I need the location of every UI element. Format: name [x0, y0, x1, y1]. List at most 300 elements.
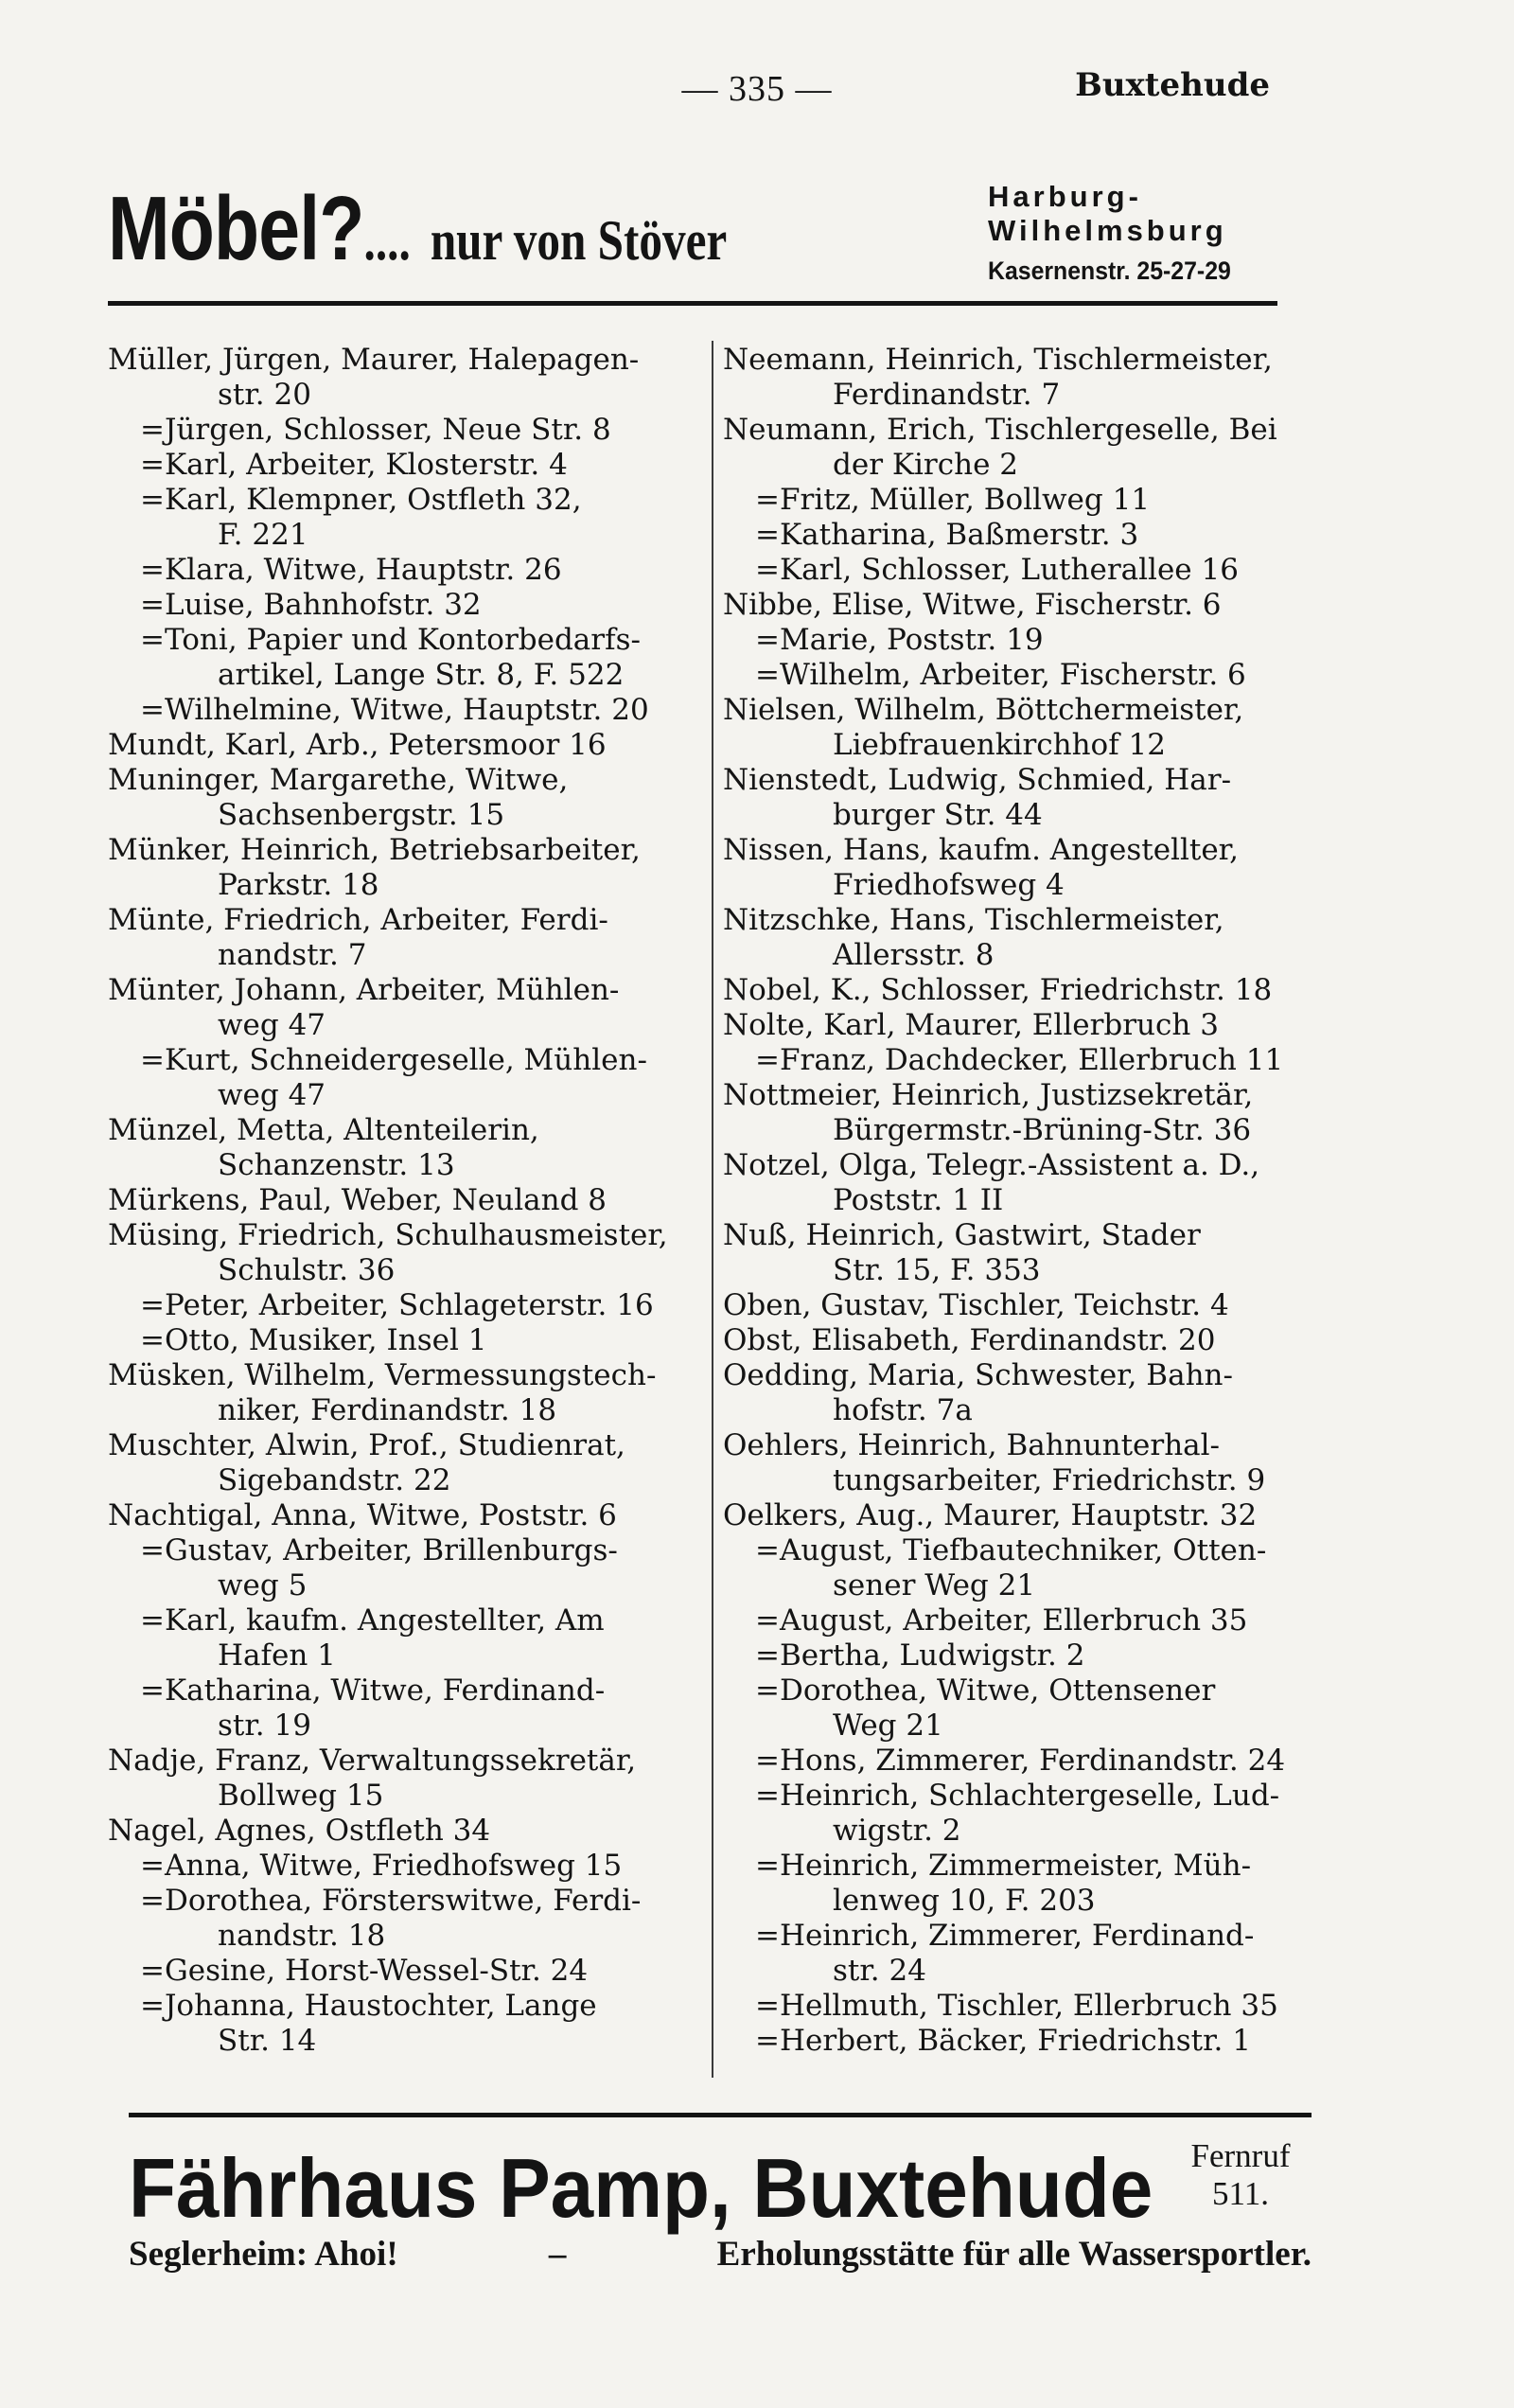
entry-text: Heinrich, Zimmermeister, Müh- — [780, 1849, 1252, 1883]
entry-text: Nienstedt, Ludwig, Schmied, Har- — [723, 763, 1232, 797]
ditto-mark: = — [755, 1603, 780, 1638]
footer-ad-phone — [1170, 2137, 1312, 2213]
directory-entry — [723, 1358, 1306, 1428]
directory-entry — [723, 1919, 1306, 1989]
directory-entry — [108, 588, 710, 623]
directory-entry — [108, 1358, 710, 1428]
entry-text: lenweg 10, F. 203 — [833, 1884, 1096, 1918]
entry-text: Dorothea, Witwe, Ottensener — [780, 1673, 1216, 1708]
entry-line — [723, 1008, 1306, 1043]
directory-entry — [723, 623, 1306, 658]
entry-text: Peter, Arbeiter, Schlageterstr. 16 — [165, 1288, 654, 1322]
entry-text: tungsarbeiter, Friedrichstr. 9 — [833, 1463, 1266, 1497]
ad-headline-dots: .... — [363, 209, 411, 272]
directory-entry — [108, 448, 710, 483]
entry-text: sener Weg 21 — [833, 1568, 1036, 1602]
entry-continuation-line — [108, 1779, 710, 1814]
entry-line — [723, 1428, 1306, 1463]
directory-entry — [108, 1043, 710, 1113]
entry-text: Wilhelm, Arbeiter, Fischerstr. 6 — [780, 658, 1246, 692]
entry-line — [723, 833, 1306, 868]
directory-entry — [723, 973, 1306, 1008]
directory-entry — [723, 553, 1306, 588]
entry-text: weg 47 — [218, 1078, 326, 1112]
entry-text: Bertha, Ludwigstr. 2 — [780, 1638, 1085, 1673]
entry-text: Nagel, Agnes, Ostfleth 34 — [108, 1814, 491, 1848]
entry-line — [723, 483, 1306, 518]
entry-continuation-line — [723, 1884, 1306, 1919]
entry-text: Nibbe, Elise, Witwe, Fischerstr. 6 — [723, 588, 1222, 622]
footer-ad-tagline-dash: – — [548, 2235, 567, 2274]
directory-entry — [723, 1078, 1306, 1148]
entry-line — [723, 588, 1306, 623]
entry-line — [108, 1603, 710, 1638]
ditto-mark: = — [755, 1043, 780, 1077]
directory-entry — [108, 1849, 710, 1884]
entry-text: Münte, Friedrich, Arbeiter, Ferdi- — [108, 903, 608, 937]
entry-continuation-line — [723, 868, 1306, 903]
entry-continuation-line — [108, 1393, 710, 1428]
footer-ad-phone-label: Fernruf — [1190, 2137, 1291, 2174]
directory-entry — [108, 1288, 710, 1323]
entry-continuation-line — [108, 1568, 710, 1603]
ditto-mark: = — [140, 1288, 165, 1322]
entry-text: Nachtigal, Anna, Witwe, Poststr. 6 — [108, 1498, 617, 1532]
entry-text: Nobel, K., Schlosser, Friedrichstr. 18 — [723, 973, 1273, 1007]
entry-text: Hellmuth, Tischler, Ellerbruch 35 — [780, 1989, 1278, 2023]
ditto-mark: = — [755, 1744, 780, 1778]
directory-entry — [108, 1533, 710, 1603]
entry-text: Münter, Johann, Arbeiter, Mühlen- — [108, 973, 620, 1007]
entry-line — [723, 1603, 1306, 1638]
entry-text: Hafen 1 — [218, 1638, 336, 1673]
entry-text: Karl, Schlosser, Lutherallee 16 — [780, 553, 1239, 587]
entry-line — [723, 2024, 1306, 2059]
entry-continuation-line — [723, 1568, 1306, 1603]
directory-entry — [723, 763, 1306, 833]
entry-text: weg 47 — [218, 1008, 326, 1042]
entry-text: hofstr. 7a — [833, 1393, 973, 1427]
entry-line — [108, 553, 710, 588]
ditto-mark: = — [755, 1533, 780, 1567]
directory-entry — [723, 518, 1306, 553]
entry-line — [723, 1779, 1306, 1814]
entry-line — [108, 588, 710, 623]
directory-entry — [723, 2024, 1306, 2059]
ditto-mark: = — [755, 1849, 780, 1883]
entry-line — [723, 903, 1306, 938]
directory-entry — [723, 1744, 1306, 1779]
entry-text: Schanzenstr. 13 — [218, 1148, 455, 1182]
directory-entry — [108, 1603, 710, 1673]
footer-ad-phone-number: 511. — [1212, 2175, 1269, 2212]
entry-line — [723, 1989, 1306, 2024]
directory-entry — [108, 1218, 710, 1288]
entry-text: Münker, Heinrich, Betriebsarbeiter, — [108, 833, 641, 867]
entry-line — [723, 658, 1306, 693]
column-divider — [712, 341, 713, 2078]
entry-text: Allersstr. 8 — [833, 938, 995, 972]
entry-text: Anna, Witwe, Friedhofsweg 15 — [165, 1849, 623, 1883]
entry-continuation-line — [108, 1253, 710, 1288]
entry-line — [108, 623, 710, 658]
entry-text: Katharina, Baßmerstr. 3 — [780, 518, 1139, 552]
ad-address-line-2: Wilhelmsburg — [988, 214, 1227, 247]
entry-continuation-line — [108, 868, 710, 903]
entry-line — [108, 1849, 710, 1884]
ditto-mark: = — [755, 483, 780, 517]
directory-entry — [723, 1533, 1306, 1603]
directory-entry — [108, 623, 710, 693]
header-rule — [108, 301, 1277, 306]
running-head-town: Buxtehude — [1075, 66, 1270, 104]
entry-line — [108, 903, 710, 938]
directory-entry — [723, 1323, 1306, 1358]
entry-text: Str. 15, F. 353 — [833, 1253, 1041, 1287]
ditto-mark: = — [140, 1533, 165, 1567]
entry-text: Str. 14 — [218, 2024, 317, 2058]
entry-text: Franz, Dachdecker, Ellerbruch 11 — [780, 1043, 1284, 1077]
entry-line — [108, 448, 710, 483]
ditto-mark: = — [140, 693, 165, 727]
ditto-mark: = — [140, 1673, 165, 1708]
entry-line — [723, 1043, 1306, 1078]
entry-text: Friedhofsweg 4 — [833, 868, 1065, 902]
entry-text: Mürkens, Paul, Weber, Neuland 8 — [108, 1183, 607, 1217]
directory-entry — [723, 693, 1306, 763]
entry-continuation-line — [108, 1148, 710, 1183]
footer-ad-tagline-left: Seglerheim: Ahoi! — [129, 2235, 398, 2274]
directory-entry — [723, 413, 1306, 483]
directory-entry — [108, 903, 710, 973]
entry-text: Nissen, Hans, kaufm. Angestellter, — [723, 833, 1239, 867]
entry-line — [723, 1673, 1306, 1709]
entry-line — [108, 763, 710, 798]
entry-text: Nottmeier, Heinrich, Justizsekretär, — [723, 1078, 1254, 1112]
directory-entry — [723, 343, 1306, 413]
directory-entry — [108, 728, 710, 763]
entry-line — [723, 973, 1306, 1008]
entry-continuation-line — [723, 1709, 1306, 1744]
directory-entry — [723, 1849, 1306, 1919]
entry-text: Heinrich, Zimmerer, Ferdinand- — [780, 1919, 1255, 1953]
ditto-mark: = — [755, 518, 780, 552]
entry-line — [108, 1673, 710, 1709]
entry-text: weg 5 — [218, 1568, 308, 1602]
entry-text: str. 20 — [218, 378, 311, 412]
entry-line — [108, 1183, 710, 1218]
entry-line — [108, 1533, 710, 1568]
entry-text: August, Arbeiter, Ellerbruch 35 — [780, 1603, 1248, 1638]
directory-entry — [723, 483, 1306, 518]
entry-text: niker, Ferdinandstr. 18 — [218, 1393, 557, 1427]
ditto-mark: = — [140, 1043, 165, 1077]
entry-text: str. 24 — [833, 1954, 926, 1988]
directory-entry — [723, 1989, 1306, 2024]
footer-ad-tagline — [129, 2234, 1312, 2275]
entry-line — [723, 693, 1306, 728]
entry-text: Nuß, Heinrich, Gastwirt, Stader — [723, 1218, 1201, 1252]
entry-continuation-line — [108, 1919, 710, 1954]
directory-entry — [108, 343, 710, 413]
entry-continuation-line — [723, 728, 1306, 763]
entry-text: Muninger, Margarethe, Witwe, — [108, 763, 569, 797]
entry-text: Obst, Elisabeth, Ferdinandstr. 20 — [723, 1323, 1216, 1357]
entry-text: Oehlers, Heinrich, Bahnunterhal- — [723, 1428, 1221, 1462]
entry-text: Oelkers, Aug., Maurer, Hauptstr. 32 — [723, 1498, 1258, 1532]
directory-entry — [723, 903, 1306, 973]
page-number: — 335 — — [681, 69, 833, 109]
entry-text: Heinrich, Schlachtergeselle, Lud- — [780, 1779, 1280, 1813]
directory-entry — [723, 1779, 1306, 1849]
entry-line — [108, 1989, 710, 2024]
entry-text: Karl, Klempner, Ostfleth 32, — [165, 483, 582, 517]
ditto-mark: = — [755, 1989, 780, 2023]
entry-text: Katharina, Witwe, Ferdinand- — [165, 1673, 606, 1708]
ditto-mark: = — [140, 483, 165, 517]
ditto-mark: = — [755, 553, 780, 587]
footer-ad-tagline-right: Erholungsstätte für alle Wassersportler. — [716, 2235, 1312, 2274]
entry-text: Oben, Gustav, Tischler, Teichstr. 4 — [723, 1288, 1229, 1322]
entry-continuation-line — [108, 1008, 710, 1043]
directory-entry — [108, 1989, 710, 2059]
directory-entry — [723, 1148, 1306, 1218]
entry-text: Müsing, Friedrich, Schulhausmeister, — [108, 1218, 668, 1252]
entry-line — [723, 1919, 1306, 1954]
entry-text: Nadje, Franz, Verwaltungssekretär, — [108, 1744, 637, 1778]
entry-text: Neumann, Erich, Tischlergeselle, Bei — [723, 413, 1277, 447]
entry-line — [723, 1288, 1306, 1323]
ditto-mark: = — [755, 1673, 780, 1708]
entry-line — [723, 1078, 1306, 1113]
ditto-mark: = — [140, 1884, 165, 1918]
entry-text: burger Str. 44 — [833, 798, 1043, 832]
ditto-mark: = — [140, 1954, 165, 1988]
entry-text: nandstr. 18 — [218, 1919, 386, 1953]
ditto-mark: = — [755, 2024, 780, 2058]
entry-line — [108, 693, 710, 728]
footer-rule — [129, 2113, 1312, 2117]
entry-text: Münzel, Metta, Altenteilerin, — [108, 1113, 539, 1147]
entry-text: Karl, Arbeiter, Klosterstr. 4 — [165, 448, 568, 482]
entry-text: Dorothea, Försterswitwe, Ferdi- — [165, 1884, 642, 1918]
entry-continuation-line — [108, 938, 710, 973]
ad-address-line-1: Harburg- — [988, 180, 1142, 213]
entry-line — [108, 1323, 710, 1358]
entry-line — [723, 1148, 1306, 1183]
entry-continuation-line — [723, 1393, 1306, 1428]
entry-continuation-line — [108, 518, 710, 553]
entry-text: Gustav, Arbeiter, Brillenburgs- — [165, 1533, 618, 1567]
entry-line — [108, 973, 710, 1008]
entry-text: Karl, kaufm. Angestellter, Am — [165, 1603, 605, 1638]
entry-text: Bollweg 15 — [218, 1779, 384, 1813]
entry-line — [108, 1288, 710, 1323]
entry-continuation-line — [723, 1183, 1306, 1218]
directory-entry — [108, 1428, 710, 1498]
directory-entry — [723, 833, 1306, 903]
ditto-mark: = — [140, 623, 165, 657]
ditto-mark: = — [140, 1603, 165, 1638]
entry-text: wigstr. 2 — [833, 1814, 961, 1848]
ad-address-line-3: Kasernenstr. 25-27-29 — [988, 257, 1231, 285]
ad-headline — [108, 178, 728, 286]
entry-continuation-line — [723, 938, 1306, 973]
ad-headline-main: Möbel? — [108, 178, 364, 279]
entry-line — [723, 553, 1306, 588]
entry-text: Fritz, Müller, Bollweg 11 — [780, 483, 1151, 517]
directory-entry — [723, 1043, 1306, 1078]
entry-text: Parkstr. 18 — [218, 868, 379, 902]
entry-text: Wilhelmine, Witwe, Hauptstr. 20 — [165, 693, 649, 727]
entry-line — [723, 1323, 1306, 1358]
entry-line — [108, 1744, 710, 1779]
entry-continuation-line — [108, 658, 710, 693]
entry-line — [723, 518, 1306, 553]
entry-line — [108, 1884, 710, 1919]
entry-text: Nitzschke, Hans, Tischlermeister, — [723, 903, 1224, 937]
entry-text: Johanna, Haustochter, Lange — [165, 1989, 597, 2023]
entry-line — [108, 343, 710, 378]
entry-text: artikel, Lange Str. 8, F. 522 — [218, 658, 625, 692]
entry-text: Klara, Witwe, Hauptstr. 26 — [165, 553, 562, 587]
ditto-mark: = — [140, 1323, 165, 1357]
entry-line — [723, 1358, 1306, 1393]
entry-text: Jürgen, Schlosser, Neue Str. 8 — [165, 413, 611, 447]
directory-entry — [108, 1744, 710, 1814]
right-column — [723, 343, 1306, 2059]
entry-text: Mundt, Karl, Arb., Petersmoor 16 — [108, 728, 607, 762]
directory-entry — [723, 1673, 1306, 1744]
directory-entry — [108, 1673, 710, 1744]
ditto-mark: = — [755, 623, 780, 657]
directory-entry — [108, 1498, 710, 1533]
entry-text: Nielsen, Wilhelm, Böttchermeister, — [723, 693, 1244, 727]
entry-line — [723, 1498, 1306, 1533]
ditto-mark: = — [140, 553, 165, 587]
entry-line — [723, 1849, 1306, 1884]
entry-line — [723, 1533, 1306, 1568]
entry-text: Toni, Papier und Kontorbedarfs- — [165, 623, 641, 657]
directory-entry — [108, 1814, 710, 1849]
entry-line — [723, 763, 1306, 798]
entry-continuation-line — [108, 378, 710, 413]
ad-address-block — [988, 180, 1277, 290]
directory-entry — [108, 763, 710, 833]
directory-entry — [723, 1288, 1306, 1323]
entry-text: Ferdinandstr. 7 — [833, 378, 1061, 412]
entry-text: Müsken, Wilhelm, Vermessungstech- — [108, 1358, 657, 1392]
entry-line — [723, 343, 1306, 378]
entry-text: Hons, Zimmerer, Ferdinandstr. 24 — [780, 1744, 1286, 1778]
entry-line — [723, 1744, 1306, 1779]
left-column — [108, 343, 710, 2059]
entry-continuation-line — [108, 798, 710, 833]
ditto-mark: = — [140, 1989, 165, 2023]
entry-text: Schulstr. 36 — [218, 1253, 396, 1287]
entry-text: str. 19 — [218, 1709, 311, 1743]
directory-entry — [108, 413, 710, 448]
entry-text: Otto, Musiker, Insel 1 — [165, 1323, 487, 1357]
entry-text: Poststr. 1 II — [833, 1183, 1004, 1217]
entry-line — [108, 1113, 710, 1148]
entry-continuation-line — [723, 798, 1306, 833]
directory-entry — [723, 658, 1306, 693]
entry-continuation-line — [723, 1814, 1306, 1849]
directory-entry — [108, 833, 710, 903]
entry-continuation-line — [723, 1954, 1306, 1989]
entry-continuation-line — [723, 378, 1306, 413]
directory-entry — [108, 973, 710, 1043]
directory-entry — [723, 1498, 1306, 1533]
entry-text: Herbert, Bäcker, Friedrichstr. 1 — [780, 2024, 1251, 2058]
directory-entry — [723, 588, 1306, 623]
entry-continuation-line — [108, 1638, 710, 1673]
entry-line — [108, 1043, 710, 1078]
ditto-mark: = — [755, 1919, 780, 1953]
directory-entry — [108, 1884, 710, 1954]
ditto-mark: = — [140, 413, 165, 447]
entry-text: Sigebandstr. 22 — [218, 1463, 451, 1497]
entry-text: Notzel, Olga, Telegr.-Assistent a. D., — [723, 1148, 1260, 1182]
entry-text: Gesine, Horst-Wessel-Str. 24 — [165, 1954, 589, 1988]
entry-line — [108, 833, 710, 868]
directory-entry — [108, 1183, 710, 1218]
entry-line — [108, 1358, 710, 1393]
entry-line — [108, 1218, 710, 1253]
ditto-mark: = — [140, 588, 165, 622]
directory-entry — [723, 1428, 1306, 1498]
entry-continuation-line — [108, 1078, 710, 1113]
entry-text: Kurt, Schneidergeselle, Mühlen- — [165, 1043, 647, 1077]
entry-text: Müller, Jürgen, Maurer, Halepagen- — [108, 343, 640, 377]
entry-text: F. 221 — [218, 518, 308, 552]
entry-text: Sachsenbergstr. 15 — [218, 798, 505, 832]
directory-entry — [723, 1008, 1306, 1043]
footer-ad-name: Fährhaus Pamp, Buxtehude — [129, 2141, 1153, 2235]
entry-text: Oedding, Maria, Schwester, Bahn- — [723, 1358, 1233, 1392]
entry-text: Marie, Poststr. 19 — [780, 623, 1044, 657]
entry-continuation-line — [723, 1113, 1306, 1148]
entry-line — [723, 1218, 1306, 1253]
ad-headline-rest: nur von Stöver — [430, 209, 728, 272]
entry-continuation-line — [723, 448, 1306, 483]
entry-text: Bürgermstr.-Brüning-Str. 36 — [833, 1113, 1252, 1147]
entry-line — [723, 1638, 1306, 1673]
entry-line — [108, 1954, 710, 1989]
entry-text: Nolte, Karl, Maurer, Ellerbruch 3 — [723, 1008, 1219, 1042]
entry-text: August, Tiefbautechniker, Otten- — [780, 1533, 1267, 1567]
entry-text: Weg 21 — [833, 1709, 943, 1743]
directory-entry — [108, 483, 710, 553]
entry-continuation-line — [108, 1463, 710, 1498]
directory-entry — [723, 1603, 1306, 1638]
ditto-mark: = — [140, 1849, 165, 1883]
entry-line — [108, 1814, 710, 1849]
entry-text: nandstr. 7 — [218, 938, 367, 972]
entry-continuation-line — [723, 1253, 1306, 1288]
entry-line — [108, 728, 710, 763]
entry-continuation-line — [723, 1463, 1306, 1498]
entry-text: Muschter, Alwin, Prof., Studienrat, — [108, 1428, 625, 1462]
entry-text: Liebfrauenkirchhof 12 — [833, 728, 1166, 762]
entry-line — [108, 483, 710, 518]
footer-advertisement — [129, 2137, 1312, 2274]
ditto-mark: = — [755, 1779, 780, 1813]
directory-entry — [723, 1638, 1306, 1673]
directory-entry — [108, 553, 710, 588]
entry-text: Neemann, Heinrich, Tischlermeister, — [723, 343, 1273, 377]
